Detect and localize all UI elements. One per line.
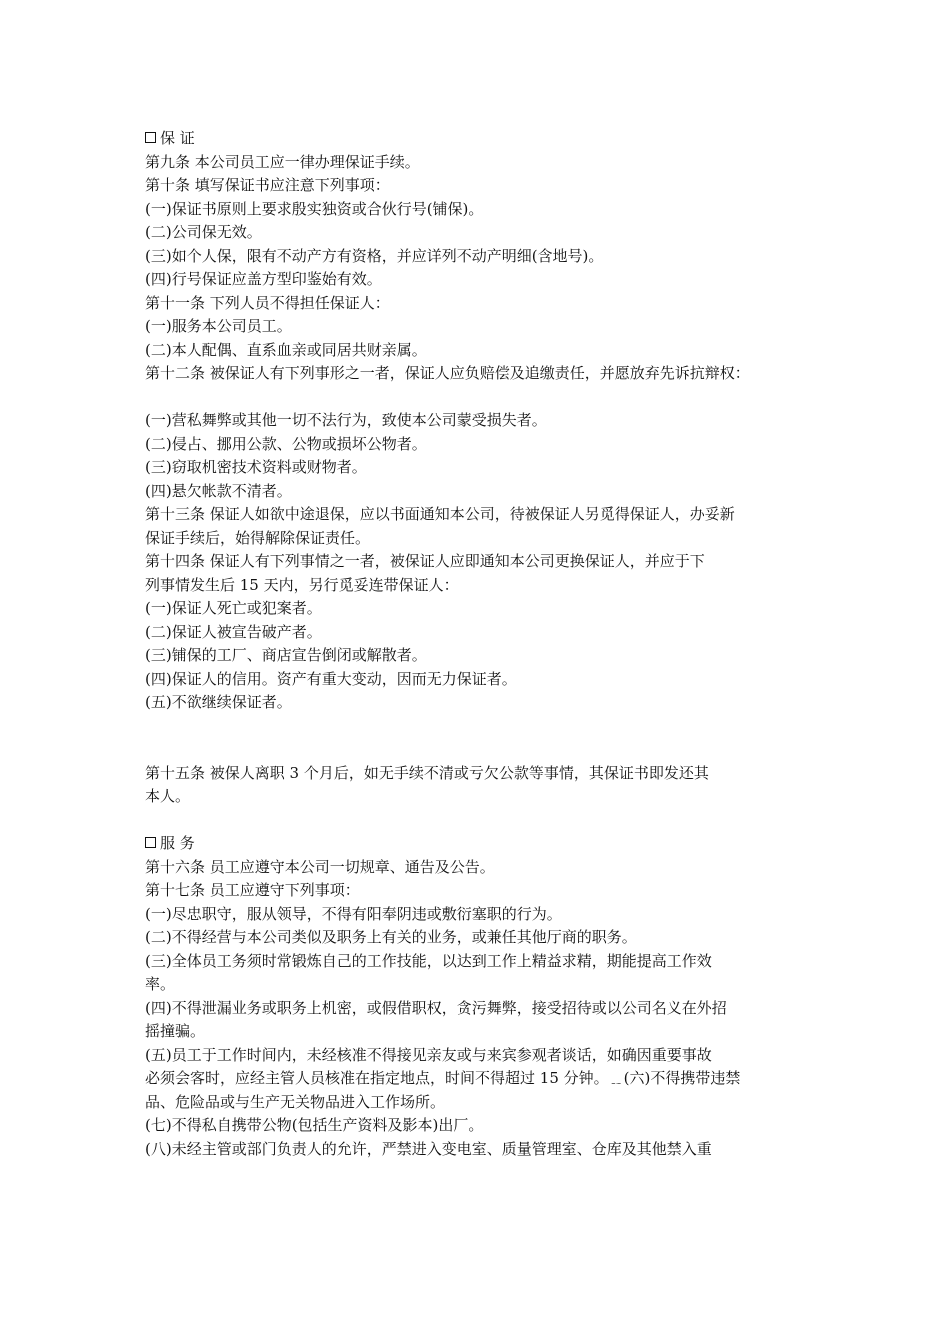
- paragraph-line: (三)窃取机密技术资料或财物者。: [145, 458, 367, 476]
- paragraph-line: (五)员工于工作时间内，未经核准不得接见亲友或与来宾参观者谈话，如确因重要事故: [145, 1045, 712, 1064]
- paragraph-line: (七)不得私自携带公物(包括生产资料及影本)出厂。: [145, 1116, 484, 1134]
- spacer: [145, 809, 825, 833]
- paragraph-line: 品、危险品或与生产无关物品进入工作场所。: [145, 1092, 446, 1111]
- paragraph-line: 本人。: [145, 787, 191, 805]
- paragraph-line: (一)服务本公司员工。: [145, 317, 292, 335]
- checkbox-square-icon: [145, 132, 156, 143]
- paragraph-line: (二)保证人被宣告破产者。: [145, 622, 322, 641]
- paragraph-line: (四)行号保证应盖方型印鉴始有效。: [145, 270, 382, 288]
- paragraph-line: 第十条 填写保证书应注意下列事项：: [145, 176, 390, 194]
- paragraph-line: (四)不得泄漏业务或职务上机密，或假借职权，贪污舞弊，接受招待或以公司名义在外招: [145, 998, 727, 1017]
- paragraph-line: (一)尽忠职守，服从领导，不得有阳奉阴违或敷衍塞职的行为。: [145, 904, 562, 923]
- paragraph-line: 第十一条 下列人员不得担任保证人：: [145, 293, 390, 312]
- paragraph-line: (二)公司保无效。: [145, 223, 262, 241]
- paragraph-line: (四)悬欠帐款不清者。: [145, 481, 292, 500]
- paragraph-line: 列事情发生后 15 天内，另行觅妥连带保证人：: [145, 575, 459, 594]
- document-page: [145, 127, 825, 1161]
- paragraph-line: (三)铺保的工厂、商店宣告倒闭或解散者。: [145, 646, 427, 664]
- paragraph-line: 第十三条 保证人如欲中途退保，应以书面通知本公司，待被保证人另觅得保证人，办妥新: [145, 505, 735, 523]
- paragraph-line: (一)保证人死亡或犯案者。: [145, 599, 322, 617]
- paragraph-line: 第十五条 被保人离职 3 个月后，如无手续不清或亏欠公款等事情，其保证书即发还其: [145, 763, 709, 782]
- paragraph-line: 第十六条 员工应遵守本公司一切规章、通告及公告。: [145, 857, 495, 876]
- paragraph-line: (二)侵占、挪用公款、公物或损坏公物者。: [145, 434, 427, 453]
- paragraph-line: 摇撞骗。: [145, 1022, 206, 1040]
- paragraph-line: (四)保证人的信用。资产有重大变动，因而无力保证者。: [145, 669, 517, 688]
- paragraph-line: (五)不欲继续保证者。: [145, 693, 292, 711]
- paragraph-line: 率。: [145, 975, 176, 993]
- paragraph-line: (一)保证书原则上要求殷实独资或合伙行号(铺保)。: [145, 199, 484, 218]
- paragraph-line: 必须会客时，应经主管人员核准在指定地点，时间不得超过 15 分钟。﹎(六)不得携带违禁: [145, 1069, 741, 1087]
- paragraph-line: 第十二条 被保证人有下列事形之一者，保证人应负赔偿及追缴责任，并愿放弃先诉抗辩权：: [145, 364, 750, 382]
- section-heading-service: 服 务: [145, 832, 825, 856]
- paragraph-line: 第十七条 员工应遵守下列事项：: [145, 881, 360, 899]
- paragraph-line: (三)如个人保，限有不动产方有资格，并应详列不动产明细(含地号)。: [145, 246, 604, 265]
- spacer: [145, 715, 825, 762]
- paragraph-line: (三)全体员工务须时常锻炼自己的工作技能，以达到工作上精益求精，期能提高工作效: [145, 951, 712, 970]
- paragraph-line: (二)本人配偶、直系血亲或同居共财亲属。: [145, 340, 427, 359]
- paragraph-line: (八)未经主管或部门负责人的允许，严禁进入变电室、质量管理室、仓库及其他禁入重: [145, 1139, 712, 1158]
- paragraph-line: (一)营私舞弊或其他一切不法行为，致使本公司蒙受损失者。: [145, 411, 547, 429]
- paragraph-line: 第九条 本公司员工应一律办理保证手续。: [145, 152, 420, 171]
- paragraph-line: 第十四条 保证人有下列事情之一者，被保证人应即通知本公司更换保证人，并应于下: [145, 552, 705, 570]
- checkbox-square-icon: [145, 837, 156, 848]
- spacer: [145, 386, 825, 410]
- paragraph-line: (二)不得经营与本公司类似及职务上有关的业务，或兼任其他厅商的职务。: [145, 928, 637, 946]
- paragraph-line: 保证手续后，始得解除保证责任。: [145, 528, 371, 547]
- section-heading-guarantee: 保 证: [145, 127, 825, 151]
